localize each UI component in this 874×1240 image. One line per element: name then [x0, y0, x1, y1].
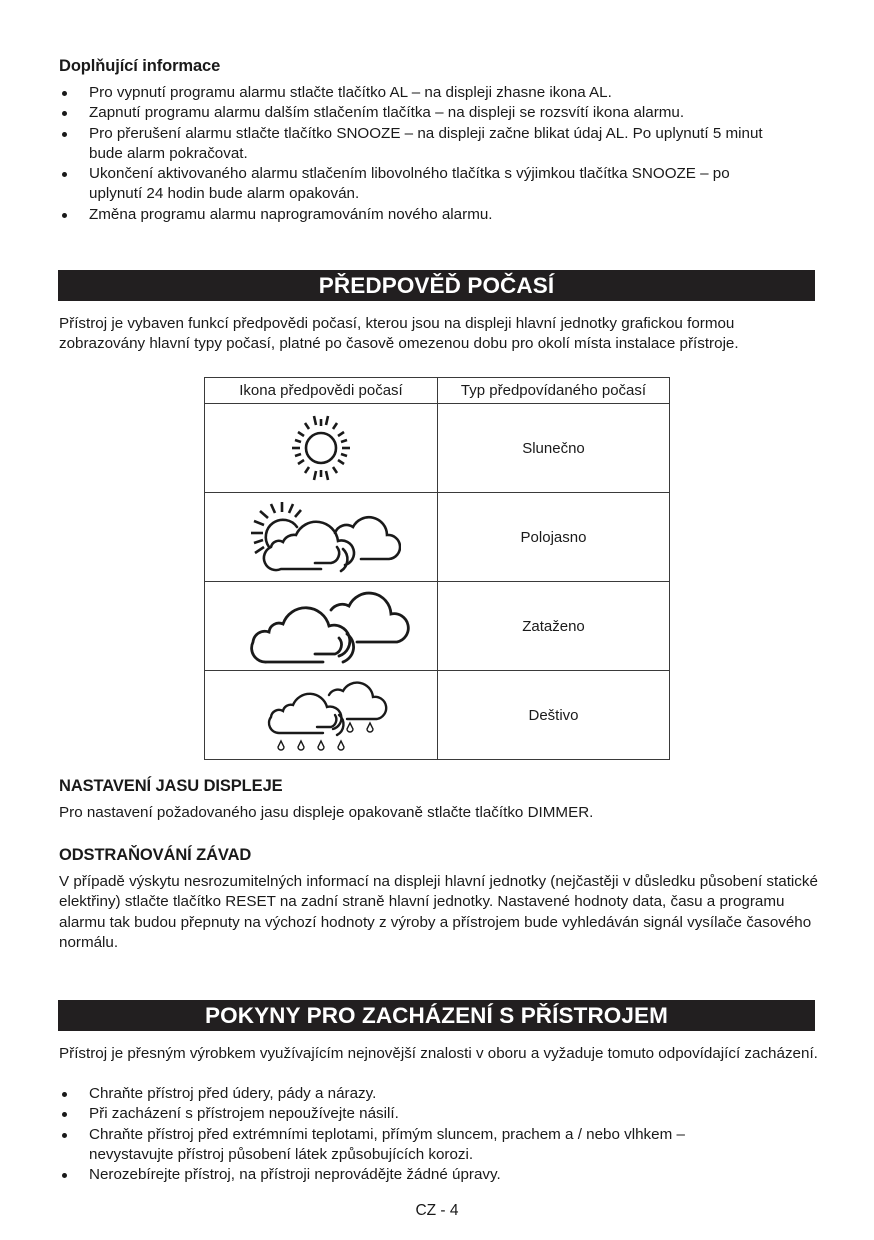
bullet-icon — [62, 172, 67, 177]
cloudy-icon — [231, 586, 411, 666]
forecast-section-banner: PŘEDPOVĚĎ POČASÍ — [58, 270, 815, 301]
brightness-text: Pro nastavení požadovaného jasu displeje opakovaně stlačte tlačítko DIMMER. — [59, 804, 594, 821]
list-item: Ukončení aktivovaného alarmu stlačením libovolného tlačítka s výjimkou tlačítka SNOOZE – po uplynutí 24 hodin bude alarm opakován. — [59, 164, 819, 205]
sun-icon — [281, 412, 361, 484]
supplementary-bullet-list — [59, 83, 819, 225]
table-header-row — [205, 378, 670, 404]
list-item: Pro přerušení alarmu stlačte tlačítko SNOOZE – na displeji začne blikat údaj AL. Po uplynutí 5 minut bude alarm pokračovat. — [59, 124, 819, 165]
weather-type-label: Slunečno — [438, 404, 670, 493]
handling-bullet-list — [59, 1084, 819, 1185]
list-item: Změna programu alarmu naprogramováním nového alarmu. — [59, 205, 819, 225]
table-row — [205, 404, 670, 493]
bullet-icon — [62, 1112, 67, 1117]
handling-intro: Přístroj je přesným výrobkem využívajícím nejnovější znalosti v oboru a vyžaduje tomuto odpovídající zacházení. — [59, 1045, 818, 1062]
page-number: CZ - 4 — [415, 1202, 459, 1219]
bullet-icon — [62, 111, 67, 116]
table-row — [205, 582, 670, 671]
bullet-icon — [62, 213, 67, 218]
bullet-icon — [62, 1092, 67, 1097]
column-header-icon: Ikona předpovědi počasí — [205, 378, 438, 404]
weather-icon-table — [204, 377, 670, 760]
list-item: Nerozebírejte přístroj, na přístroji neprovádějte žádné úpravy. — [59, 1165, 819, 1185]
troubleshooting-heading: ODSTRAŇOVÁNÍ ZÁVAD — [59, 846, 252, 864]
brightness-heading: NASTAVENÍ JASU DISPLEJE — [59, 777, 283, 795]
column-header-type: Typ předpovídaného počasí — [438, 378, 670, 404]
partly-cloudy-icon — [241, 497, 401, 577]
bullet-icon — [62, 132, 67, 137]
weather-type-label: Zataženo — [438, 582, 670, 671]
weather-type-label: Polojasno — [438, 493, 670, 582]
forecast-intro: Přístroj je vybaven funkcí předpovědi počasí, kterou jsou na displeji hlavní jednotky grafickou formou zobrazovány hlavní typy počasí, platné po časově omezenou dobu pro okolí místa instalace přístroje. — [59, 315, 739, 353]
bullet-icon — [62, 1133, 67, 1138]
list-item: Při zacházení s přístrojem nepoužívejte násilí. — [59, 1104, 819, 1124]
bullet-icon — [62, 91, 67, 96]
handling-section-banner: POKYNY PRO ZACHÁZENÍ S PŘÍSTROJEM — [58, 1000, 815, 1031]
list-item: Chraňte přístroj před extrémními teplotami, přímým sluncem, prachem a / nebo vlhkem – nevystavujte přístroj působení látek způsobujících korozi. — [59, 1125, 819, 1166]
list-item: Chraňte přístroj před údery, pády a nárazy. — [59, 1084, 819, 1104]
table-row — [205, 671, 670, 760]
bullet-icon — [62, 1173, 67, 1178]
troubleshooting-text: V případě výskytu nesrozumitelných informací na displeji hlavní jednotky (nejčastěji v důsledku působení statické elektřiny) stlačte tlačítko RESET na zadní straně hlavní jednotky. Nastavené hodnoty data, času a programu alarmu tak budou přepnuty na výchozí hodnoty z výroby a přístrojem bude vyhledáván signál vysílače časového normálu. — [59, 873, 818, 951]
list-item: Pro vypnutí programu alarmu stlačte tlačítko AL – na displeji zhasne ikona AL. — [59, 83, 819, 103]
rain-icon — [251, 675, 391, 755]
weather-type-label: Deštivo — [438, 671, 670, 760]
list-item: Zapnutí programu alarmu dalším stlačením tlačítka – na displeji se rozsvítí ikona alarmu. — [59, 103, 819, 123]
table-row — [205, 493, 670, 582]
supplementary-heading: Doplňující informace — [59, 57, 221, 75]
